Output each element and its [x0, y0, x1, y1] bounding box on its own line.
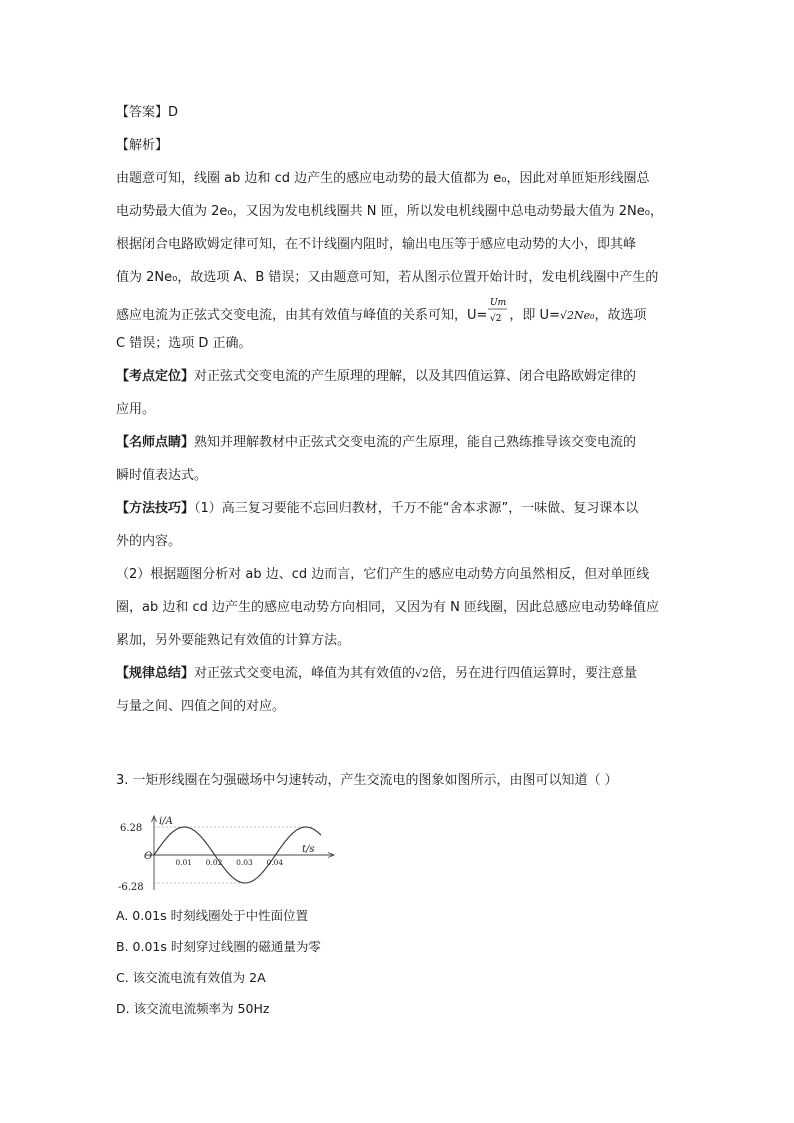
answer-line	[116, 96, 676, 129]
current-time-graph	[116, 815, 336, 890]
kaodian-text-1: 对正弦式交变电流的产生原理的理解，以及其四值运算、闭合电路欧姆定律的	[194, 369, 637, 384]
analysis-line-5-mid: ，即 U=	[509, 308, 560, 323]
mingshi-line-1	[116, 426, 676, 459]
option-a[interactable]: A. 0.01s 时刻线圈处于中性面位置	[116, 908, 309, 923]
option-d[interactable]: D. 该交流电流频率为 50Hz	[116, 1001, 270, 1016]
fangfa-tag: 【方法技巧】	[116, 501, 195, 516]
x-tick-label: 0.04	[266, 858, 284, 867]
mingshi-tag: 【名师点睛】	[116, 435, 195, 450]
fangfa-line-3: （2）根据题图分析对 ab 边、cd 边而言，它们产生的感应电动势方向虽然相反，但对单匝线	[116, 567, 650, 582]
fangfa-line-4: 圈，ab 边和 cd 边产生的感应电动势方向相同，又因为有 N 匝线圈，因此总感应电动势峰值应	[116, 600, 660, 615]
guilv-line-1	[116, 657, 676, 690]
y-axis-label: i/A	[159, 816, 173, 827]
guilv-text-1: 对正弦式交变电流，峰值为其有效值的	[194, 666, 416, 681]
option-b[interactable]: B. 0.01s 时刻穿过线圈的磁通量为零	[116, 939, 321, 954]
guilv-line-2: 与量之间、四值之间的对应。	[116, 699, 286, 714]
mingshi-line-2: 瞬时值表达式。	[116, 468, 208, 483]
kaodian-line-1	[116, 360, 676, 393]
y-tick-label-max: 6.28	[120, 823, 143, 834]
analysis-line-5-suffix: ，故选项	[594, 308, 647, 323]
x-tick-label: 0.02	[205, 858, 223, 867]
x-tick-label: 0.01	[175, 858, 193, 867]
fangfa-line-1	[116, 492, 676, 525]
question-number: 3.	[116, 773, 129, 788]
formula-denominator: √2	[490, 314, 502, 324]
analysis-tag: 【解析】	[116, 138, 169, 153]
fangfa-line-2: 外的内容。	[116, 534, 182, 549]
question-stem	[116, 769, 618, 788]
answer-section	[116, 96, 676, 723]
formula-sqrt2-ne0: √2Ne₀	[559, 309, 595, 322]
question-text: 一矩形线圈在匀强磁场中匀速转动，产生交流电的图象如图所示，由图可以知道（ ）	[132, 773, 618, 788]
sqrt2-symbol: √2	[415, 667, 430, 680]
formula-um-over-sqrt2	[487, 294, 509, 337]
analysis-line-4: 值为 2Ne₀，故选项 A、B 错误；又由题意可知，若从图示位置开始计时，发电机线圈中产生的	[116, 270, 659, 285]
analysis-line-5	[116, 294, 676, 327]
analysis-line-2: 电动势最大值为 2e₀，又因为发电机线圈共 N 匝，所以发电机线圈中总电动势最大值为 2Ne₀，	[116, 204, 663, 219]
y-tick-label-min: -6.28	[118, 882, 144, 890]
origin-label: O	[144, 851, 153, 862]
mingshi-text-1: 熟知并理解教材中正弦式交变电流的产生原理，能自己熟练推导该交变电流的	[194, 435, 637, 450]
guilv-tag: 【规律总结】	[116, 666, 195, 681]
guilv-text-1-suffix: 倍，另在进行四值运算时，要注意量	[429, 666, 638, 681]
analysis-line-3: 根据闭合电路欧姆定律可知，在不计线圈内阻时，输出电压等于感应电动势的大小，即其峰	[116, 237, 637, 252]
option-c[interactable]: C. 该交流电流有效值为 2A	[116, 970, 266, 985]
answer-tag: 【答案】	[116, 105, 169, 120]
kaodian-tag: 【考点定位】	[116, 369, 195, 384]
fangfa-line-5: 累加，另外要能熟记有效值的计算方法。	[116, 633, 351, 648]
x-axis-label: t/s	[302, 844, 315, 855]
answer-value: D	[168, 105, 179, 120]
analysis-line-5-prefix: 感应电流为正弦式交变电流，由其有效值与峰值的关系可知，U=	[116, 308, 488, 323]
kaodian-line-2: 应用。	[116, 402, 156, 417]
formula-numerator: Um	[490, 298, 507, 308]
analysis-line-1: 由题意可知，线圈 ab 边和 cd 边产生的感应电动势的最大值都为 e₀，因此对单匝矩形线圈总	[116, 171, 650, 186]
analysis-line-6: C 错误；选项 D 正确。	[116, 336, 252, 351]
x-tick-label: 0.03	[236, 858, 253, 867]
fangfa-text-1: （1）高三复习要能不忘回归教材，千万不能“舍本求源”，一味做、复习课本以	[194, 501, 639, 516]
